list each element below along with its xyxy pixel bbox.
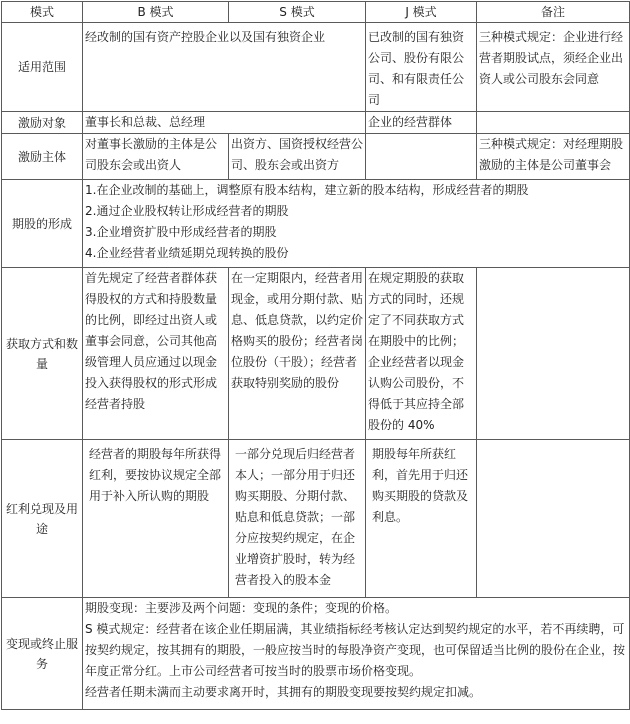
- target-j-cell: 企业的经营群体: [366, 112, 477, 134]
- header-b-mode: B 模式: [83, 2, 229, 23]
- acquire-note-cell: [477, 268, 630, 440]
- header-j-mode: J 模式: [366, 2, 477, 23]
- stock-option-comparison-table: [1, 1, 630, 710]
- row-target: [2, 112, 630, 134]
- formation-item: 2.通过企业股权转让形成经营者的期股: [85, 204, 289, 218]
- dividend-note-cell: [477, 440, 630, 598]
- subject-s-cell: 出资方、国资授权经营公司、股东会或出资方: [229, 134, 366, 180]
- target-label: 激励对象: [2, 112, 83, 134]
- exit-line: S 模式规定：经营者在该企业任期届满，其业绩指标经考核认定达到契约规定的水平，若不再续聘，可按契约规定，按其拥有的期股，一般应按当时的每股净资产变现，也可保留适当比例的股份在企业，按年度正常分红。上市公司经营者可按当时的股票市场价格变现。: [85, 622, 626, 678]
- subject-b-cell: 对董事长激励的主体是公司股东会或出资人: [83, 134, 229, 180]
- header-notes: 备注: [477, 2, 630, 23]
- row-exit: [2, 598, 630, 710]
- formation-label: 期股的形成: [2, 180, 83, 268]
- target-note-cell: [477, 112, 630, 134]
- scope-j-cell: 已改制的国有独资公司、股份有限公司、和有限责任公司: [366, 23, 477, 112]
- scope-label: 适用范围: [2, 23, 83, 112]
- row-dividend: [2, 440, 630, 598]
- formation-cell: [83, 180, 630, 268]
- acquire-b-cell: 首先规定了经营者群体获得股权的方式和持股数量的比例，即经过出资人或董事会同意，公司其他高级管理人员应通过以现金投入获得股权的形式形成经营者持股: [83, 268, 229, 440]
- formation-item: 3.企业增资扩股中形成经营者的期股: [85, 225, 277, 239]
- row-subject: [2, 134, 630, 180]
- acquire-s-cell: 在一定期限内，经营者用现金，或用分期付款、贴息、低息贷款，以约定价格购买的股份；经营者岗位股份（干股）；经营者获取特别奖励的股份: [229, 268, 366, 440]
- formation-item: 1.在企业改制的基础上，调整原有股本结构，建立新的股本结构，形成经营者的期股: [85, 183, 529, 197]
- formation-item: 4.企业经营者业绩延期兑现转换的股份: [85, 246, 289, 260]
- dividend-b-cell: 经营者的期股每年所获得红利，要按协议规定全部用于补入所认购的期股: [83, 440, 229, 598]
- subject-j-cell: [366, 134, 477, 180]
- header-mode: 模式: [2, 2, 83, 23]
- exit-cell: [83, 598, 630, 710]
- row-formation: [2, 180, 630, 268]
- subject-note-cell: 三种模式规定：对经理期股激励的主体是公司董事会: [477, 134, 630, 180]
- acquire-j-cell: 在规定期股的获取方式的同时，还规定了不同获取方式在期股中的比例；企业经营者以现金认购公司股份，不得低于其应持全部股份的 40%: [366, 268, 477, 440]
- header-row: [2, 2, 630, 23]
- exit-line: 经营者任期未满而主动要求离开时，其拥有的期股变现要按契约规定扣减。: [85, 685, 482, 699]
- row-scope: [2, 23, 630, 112]
- dividend-label: 红利兑现及用途: [2, 440, 83, 598]
- subject-label: 激励主体: [2, 134, 83, 180]
- scope-note-cell: 三种模式规定：企业进行经营者期股试点，须经企业出资人或公司股东会同意: [477, 23, 630, 112]
- scope-bs-cell: 经改制的国有资产控股企业以及国有独资企业: [83, 23, 366, 112]
- dividend-s-cell: 一部分兑现后归经营者本人；一部分用于归还购买期股、分期付款、贴息和低息贷款；一部分应按契约规定，在企业增资扩股时，转为经营者投入的股本金: [229, 440, 366, 598]
- header-s-mode: S 模式: [229, 2, 366, 23]
- exit-line: 期股变现：主要涉及两个问题：变现的条件；变现的价格。: [85, 601, 398, 615]
- acquire-label: 获取方式和数量: [2, 268, 83, 440]
- dividend-j-cell: 期股每年所获红利，首先用于归还购买期股的贷款及利息。: [366, 440, 477, 598]
- target-bs-cell: 董事长和总裁、总经理: [83, 112, 366, 134]
- row-acquire: [2, 268, 630, 440]
- exit-label: 变现或终止服务: [2, 598, 83, 710]
